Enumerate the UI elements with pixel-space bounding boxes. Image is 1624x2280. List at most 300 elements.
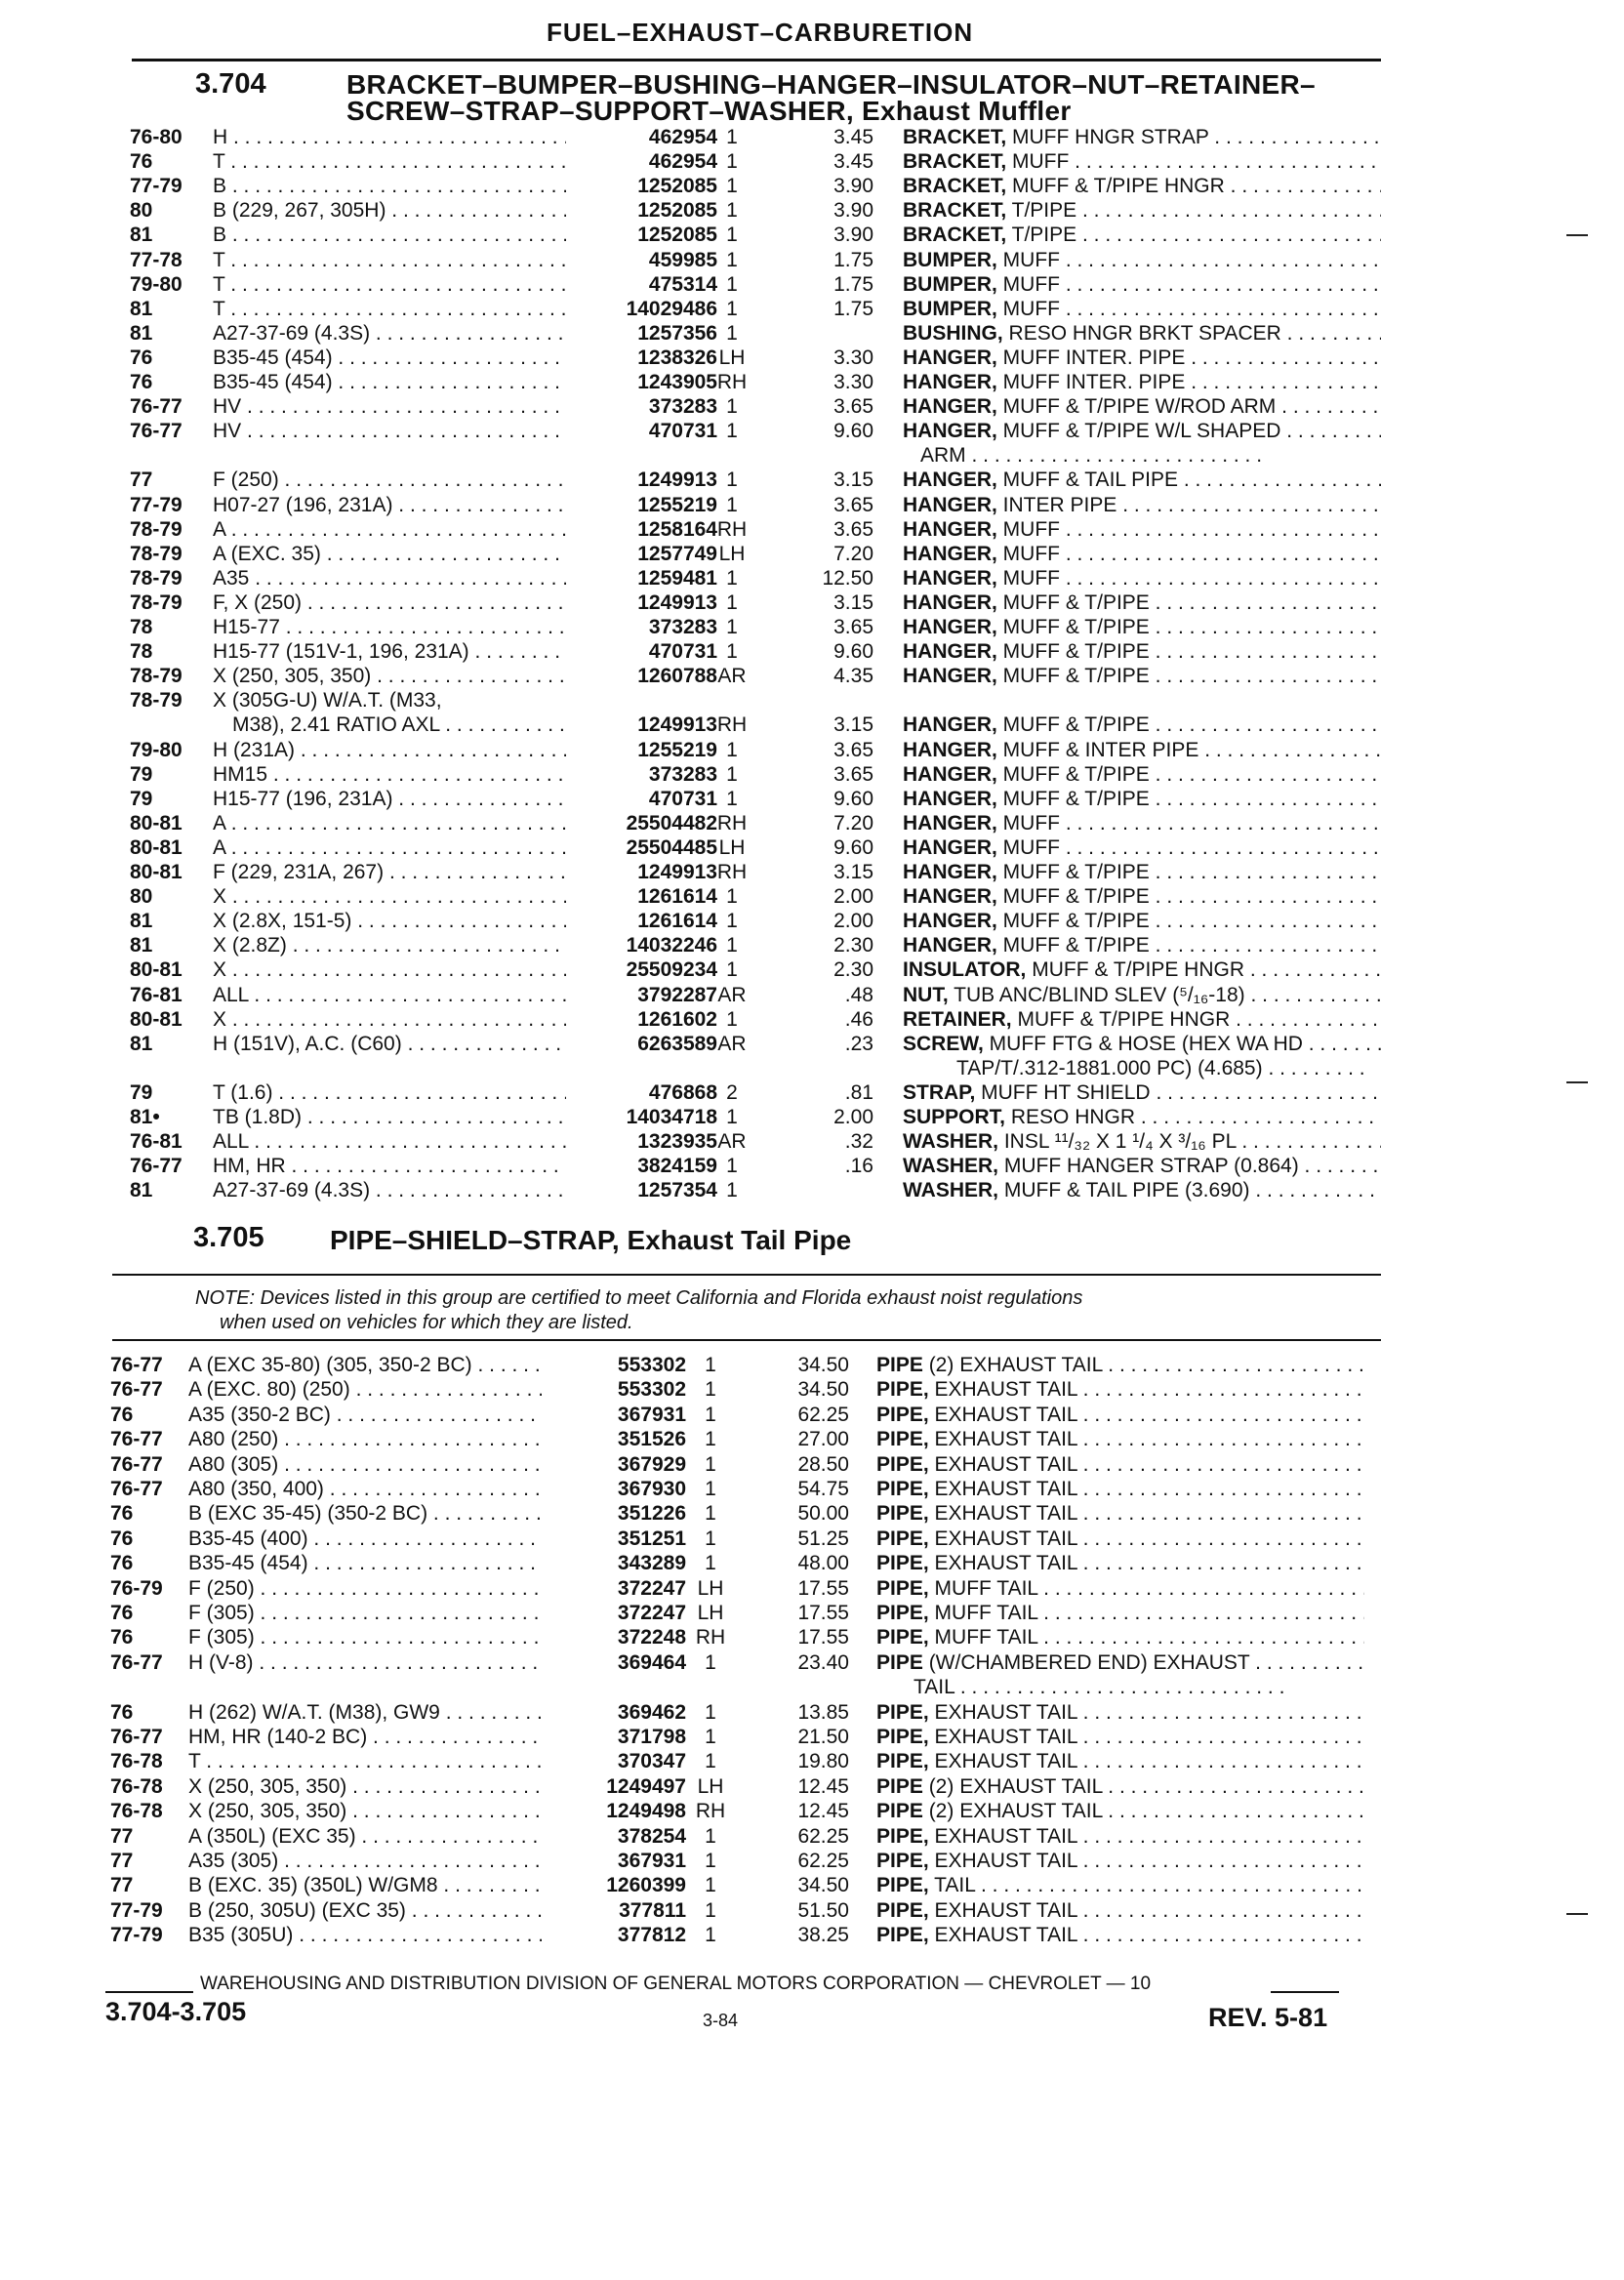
quantity: 1	[705, 1650, 716, 1674]
price: 54.75	[797, 1478, 849, 1500]
part-description: HANGER, MUFF & T/PIPE . . .	[903, 712, 1381, 738]
table-row	[0, 957, 1624, 983]
table-row	[0, 248, 1624, 273]
price: 9.60	[833, 640, 873, 664]
table-row	[0, 1154, 1624, 1179]
year-range: 76	[110, 1700, 134, 1724]
year-range: 76-77	[110, 1452, 163, 1476]
table-row	[0, 811, 1624, 836]
year-range: 76-77	[110, 1354, 163, 1376]
part-description: PIPE, EXHAUST TAIL . . .	[876, 1427, 1364, 1452]
model-desc: B . . .	[213, 223, 566, 248]
quantity: 1	[726, 590, 738, 614]
table-row	[0, 223, 1624, 248]
year-range: 77	[110, 1824, 134, 1848]
year-range: 80-81	[130, 811, 183, 835]
price: 51.50	[797, 1898, 849, 1922]
price: 28.50	[797, 1452, 849, 1476]
model-desc: ALL . . .	[213, 983, 566, 1008]
table-row	[0, 1849, 1624, 1874]
price: 3.65	[833, 517, 873, 541]
part-number: 377811	[619, 1898, 686, 1922]
price: 27.00	[797, 1428, 849, 1451]
part-description: PIPE (2) EXHAUST TAIL . . .	[876, 1353, 1364, 1378]
model-desc: A (EXC. 35) . . .	[213, 542, 566, 567]
model-desc: X (250, 305, 350) . . .	[188, 1774, 542, 1800]
part-number: 1243905	[637, 371, 717, 393]
table-row	[0, 125, 1624, 150]
price: 3.15	[833, 590, 873, 614]
part-number: 553302	[617, 1378, 686, 1402]
part-description: STRAP, MUFF HT SHIELD . . .	[903, 1080, 1381, 1106]
table-row	[0, 1551, 1624, 1576]
part-number: 371798	[617, 1726, 686, 1748]
table-row	[0, 688, 1624, 713]
table-row	[0, 517, 1624, 543]
model-desc: M38), 2.41 RATIO AXL . . .	[232, 712, 566, 738]
part-description: HANGER, MUFF . . .	[903, 517, 1381, 543]
table-row	[0, 1774, 1624, 1800]
margin-mark	[1566, 234, 1588, 236]
year-range: 80	[130, 885, 153, 909]
part-number: 351526	[617, 1428, 686, 1451]
year-range: 78-79	[130, 689, 183, 712]
part-description: HANGER, MUFF & INTER PIPE . . .	[903, 738, 1381, 763]
year-range: 77	[110, 1850, 134, 1872]
part-number: 3824159	[637, 1155, 717, 1178]
part-number: 1259481	[637, 566, 717, 590]
part-description: PIPE, EXHAUST TAIL . . .	[876, 1849, 1364, 1874]
quantity: 1	[726, 616, 738, 638]
table-row	[0, 1700, 1624, 1726]
part-description: SUPPORT, RESO HNGR . . .	[903, 1105, 1381, 1130]
price: 13.85	[797, 1700, 849, 1724]
model-desc: F, X (250) . . .	[213, 590, 566, 616]
quantity: 1	[726, 248, 738, 271]
price: 1.75	[833, 248, 873, 271]
year-range: 78-79	[130, 590, 183, 614]
quantity: 1	[705, 1898, 716, 1922]
model-desc: HV . . .	[213, 394, 566, 420]
quantity: 1	[705, 1750, 716, 1773]
part-description: PIPE, MUFF TAIL . . .	[876, 1625, 1364, 1650]
price: 21.50	[797, 1726, 849, 1748]
year-range: 77-79	[110, 1898, 163, 1922]
part-description: PIPE (2) EXHAUST TAIL . . .	[876, 1774, 1364, 1800]
table-row	[0, 1129, 1624, 1155]
model-desc: ALL . . .	[213, 1129, 566, 1155]
quantity: 1	[726, 199, 738, 223]
quantity: RH	[716, 371, 748, 393]
part-number: 1257354	[637, 1179, 717, 1202]
price: 1.75	[833, 297, 873, 320]
table-row	[0, 835, 1624, 861]
price: 34.50	[797, 1354, 849, 1376]
part-number: 14032246	[626, 934, 717, 957]
part-description: HANGER, MUFF . . .	[903, 542, 1381, 567]
part-number: 373283	[648, 762, 717, 786]
quantity: 1	[726, 738, 738, 761]
year-range: 81	[130, 224, 153, 247]
table-row	[0, 909, 1624, 934]
model-desc: B35 (305U) . . .	[188, 1923, 542, 1948]
year-range: 76-81	[130, 983, 183, 1006]
part-number: 1249913	[637, 590, 717, 614]
part-number: 553302	[617, 1354, 686, 1376]
model-desc: HM15 . . .	[213, 762, 566, 788]
part-number: 373283	[648, 395, 717, 419]
part-number: 1252085	[637, 199, 717, 223]
price: .23	[844, 1032, 873, 1055]
model-desc: TB (1.8D) . . .	[213, 1105, 566, 1130]
part-description: PIPE, EXHAUST TAIL . . .	[876, 1377, 1364, 1403]
note-line1: NOTE: Devices listed in this group are certified to meet California and Florida exhaust noist regulations	[195, 1287, 1083, 1309]
quantity: RH	[716, 713, 748, 737]
table-row	[0, 272, 1624, 298]
part-description: HANGER, MUFF & T/PIPE . . .	[903, 639, 1381, 665]
model-desc: T . . .	[213, 248, 566, 273]
table-row	[0, 787, 1624, 812]
year-range: 78	[130, 640, 153, 664]
quantity: 2	[726, 1080, 738, 1104]
model-desc: A . . .	[213, 835, 566, 861]
year-range: 76	[110, 1527, 134, 1550]
price: 17.55	[797, 1576, 849, 1600]
part-number: 470731	[648, 787, 717, 810]
price: 23.40	[797, 1650, 849, 1674]
price: .32	[844, 1130, 873, 1154]
quantity: RH	[695, 1800, 726, 1823]
price: 9.60	[833, 787, 873, 810]
footer-rule-left	[105, 1991, 193, 1993]
table-row	[0, 983, 1624, 1008]
model-desc: B35-45 (454) . . .	[188, 1551, 542, 1576]
year-range: 76	[110, 1626, 134, 1649]
model-desc: A35 (350-2 BC) . . .	[188, 1403, 542, 1428]
table-row	[0, 615, 1624, 640]
table-row	[0, 1477, 1624, 1502]
footer-page-number: 3-84	[703, 2011, 739, 2030]
model-desc: A27-37-69 (4.3S) . . .	[213, 321, 566, 346]
table-row	[0, 1501, 1624, 1527]
part-number: 3792287	[637, 983, 717, 1006]
price: 17.55	[797, 1626, 849, 1649]
part-description: PIPE, TAIL . . .	[876, 1873, 1364, 1898]
part-number: 1249913	[637, 861, 717, 883]
quantity: 1	[726, 1155, 738, 1178]
year-range: 81	[130, 934, 153, 957]
quantity: AR	[717, 1032, 747, 1055]
model-desc: A80 (250) . . .	[188, 1427, 542, 1452]
part-number: 370347	[617, 1750, 686, 1773]
model-desc: H (V-8) . . .	[188, 1650, 542, 1676]
table-row	[0, 1749, 1624, 1774]
table-row	[0, 493, 1624, 518]
table-row	[0, 1105, 1624, 1130]
year-range: 78-79	[130, 665, 183, 688]
part-description: BRACKET, T/PIPE . . .	[903, 223, 1381, 248]
note-rule-top	[112, 1274, 1381, 1276]
note-rule-bottom	[112, 1339, 1381, 1341]
part-description: PIPE, MUFF TAIL . . .	[876, 1601, 1364, 1626]
year-range: 77-79	[110, 1924, 163, 1947]
quantity: RH	[716, 811, 748, 835]
quantity: 1	[705, 1824, 716, 1848]
year-range: 81	[130, 1032, 153, 1055]
year-range: 76	[110, 1502, 134, 1526]
part-number: 343289	[617, 1552, 686, 1575]
part-description: HANGER, MUFF . . .	[903, 566, 1381, 591]
quantity: LH	[718, 346, 746, 369]
part-number: 367930	[617, 1478, 686, 1500]
quantity: LH	[718, 835, 746, 859]
year-range: 77	[130, 468, 153, 492]
model-desc: A . . .	[213, 811, 566, 836]
quantity: LH	[718, 542, 746, 565]
quantity: RH	[716, 517, 748, 541]
year-range: 76	[110, 1552, 134, 1575]
price: 3.15	[833, 861, 873, 883]
table-row	[0, 1056, 1624, 1081]
quantity: 1	[726, 272, 738, 296]
part-number: 1258164	[637, 517, 717, 541]
year-range: 79	[130, 1080, 153, 1104]
table-row	[0, 1178, 1624, 1203]
part-description: BUMPER, MUFF . . .	[903, 297, 1381, 322]
part-description: PIPE, EXHAUST TAIL . . .	[876, 1824, 1364, 1850]
quantity: LH	[697, 1774, 724, 1798]
part-description: HANGER, MUFF & TAIL PIPE . . .	[903, 468, 1381, 493]
part-description: HANGER, MUFF & T/PIPE . . .	[903, 762, 1381, 788]
year-range: 78-79	[130, 566, 183, 590]
price: 12.50	[822, 566, 873, 590]
part-number: 6263589	[637, 1032, 717, 1055]
model-desc: B (229, 267, 305H) . . .	[213, 198, 566, 224]
model-desc: H (262) W/A.T. (M38), GW9 . . .	[188, 1700, 542, 1726]
part-description: TAIL . . .	[914, 1675, 1284, 1700]
table-row	[0, 762, 1624, 788]
price: 62.25	[797, 1824, 849, 1848]
quantity: 1	[726, 224, 738, 247]
part-number: 1261614	[637, 885, 717, 909]
quantity: 1	[726, 395, 738, 419]
table-row	[0, 346, 1624, 371]
part-description: HANGER, MUFF . . .	[903, 811, 1381, 836]
price: 3.90	[833, 224, 873, 247]
quantity: 1	[726, 958, 738, 982]
part-description: HANGER, MUFF & T/PIPE . . .	[903, 933, 1381, 958]
footer-section-range: 3.704-3.705	[105, 1997, 247, 2026]
part-description: HANGER, MUFF & T/PIPE . . .	[903, 590, 1381, 616]
price: 3.30	[833, 371, 873, 393]
year-range: 76-77	[110, 1428, 163, 1451]
price: 19.80	[797, 1750, 849, 1773]
year-range: 80-81	[130, 835, 183, 859]
model-desc: B (EXC. 35) (350L) W/GM8 . . .	[188, 1873, 542, 1898]
part-description: HANGER, MUFF & T/PIPE . . .	[903, 787, 1381, 812]
part-number: 367931	[617, 1403, 686, 1426]
part-description: PIPE, MUFF TAIL . . .	[876, 1576, 1364, 1602]
quantity: 1	[705, 1850, 716, 1872]
part-number: 372248	[617, 1626, 686, 1649]
year-range: 77-79	[130, 175, 183, 198]
section-number: 3.704	[195, 68, 266, 100]
year-range: 76-78	[110, 1800, 163, 1823]
table-row	[0, 1427, 1624, 1452]
model-desc: T (1.6) . . .	[213, 1080, 566, 1106]
model-desc: HM, HR (140-2 BC) . . .	[188, 1725, 542, 1750]
part-description: ARM . . .	[920, 443, 1262, 468]
part-description: PIPE, EXHAUST TAIL . . .	[876, 1725, 1364, 1750]
part-description: PIPE, EXHAUST TAIL . . .	[876, 1898, 1364, 1924]
model-desc: X (2.8X, 151-5) . . .	[213, 909, 566, 934]
part-number: 351226	[617, 1502, 686, 1526]
year-range: 78-79	[130, 542, 183, 565]
price: 12.45	[797, 1800, 849, 1823]
part-number: 367931	[617, 1850, 686, 1872]
model-desc: A (EXC. 80) (250) . . .	[188, 1377, 542, 1403]
price: 2.00	[833, 885, 873, 909]
price: 3.45	[833, 126, 873, 148]
price: 3.45	[833, 150, 873, 174]
model-desc: X (250, 305, 350) . . .	[213, 664, 566, 689]
part-description: HANGER, MUFF INTER. PIPE . . .	[903, 370, 1381, 395]
note-line2: when used on vehicles for which they are listed.	[220, 1312, 633, 1333]
part-description: BUMPER, MUFF . . .	[903, 272, 1381, 298]
price: 50.00	[797, 1502, 849, 1526]
table-row	[0, 590, 1624, 616]
price: 4.35	[833, 665, 873, 688]
part-number: 1323935	[637, 1130, 717, 1154]
year-range: 76-80	[130, 126, 183, 148]
model-desc: H07-27 (196, 231A) . . .	[213, 493, 566, 518]
quantity: 1	[705, 1874, 716, 1897]
year-range: 79	[130, 787, 153, 810]
part-description: HANGER, MUFF . . .	[903, 835, 1381, 861]
quantity: 1	[705, 1478, 716, 1500]
table-row	[0, 1898, 1624, 1924]
part-description: PIPE, EXHAUST TAIL . . .	[876, 1452, 1364, 1478]
table-row	[0, 1403, 1624, 1428]
part-description: WASHER, INSL ¹¹/₃₂ X 1 ¹/₄ X ³/₁₆ PL . . .	[903, 1129, 1381, 1155]
year-range: 76	[130, 346, 153, 369]
model-desc: F (305) . . .	[188, 1625, 542, 1650]
table-row	[0, 1007, 1624, 1033]
part-number: 476868	[648, 1080, 717, 1104]
price: 3.90	[833, 175, 873, 198]
quantity: LH	[697, 1602, 724, 1624]
model-desc: HM, HR . . .	[213, 1154, 566, 1179]
part-number: 372247	[617, 1576, 686, 1600]
part-number: 1249497	[606, 1774, 686, 1798]
table-row	[0, 738, 1624, 763]
year-range: 81	[130, 910, 153, 933]
part-description: HANGER, MUFF & T/PIPE W/ROD ARM . . .	[903, 394, 1381, 420]
quantity: LH	[697, 1576, 724, 1600]
table-row	[0, 542, 1624, 567]
part-description: PIPE, EXHAUST TAIL . . .	[876, 1403, 1364, 1428]
year-range: 76	[130, 371, 153, 393]
part-number: 369464	[617, 1650, 686, 1674]
part-description: HANGER, MUFF & T/PIPE . . .	[903, 664, 1381, 689]
quantity: 1	[726, 566, 738, 590]
part-description: PIPE, EXHAUST TAIL . . .	[876, 1477, 1364, 1502]
table-row	[0, 468, 1624, 493]
part-number: 369462	[617, 1700, 686, 1724]
table-row	[0, 174, 1624, 199]
part-description: BRACKET, T/PIPE . . .	[903, 198, 1381, 224]
model-desc: A35 . . .	[213, 566, 566, 591]
year-range: 79-80	[130, 738, 183, 761]
quantity: 1	[726, 910, 738, 933]
price: 12.45	[797, 1774, 849, 1798]
part-number: 14029486	[626, 297, 717, 320]
quantity: 1	[726, 762, 738, 786]
part-number: 1255219	[637, 738, 717, 761]
quantity: 1	[705, 1354, 716, 1376]
model-desc: T . . .	[188, 1749, 542, 1774]
part-number: 377812	[617, 1924, 686, 1947]
part-number: 475314	[648, 272, 717, 296]
table-row	[0, 933, 1624, 958]
model-desc: HV . . .	[213, 419, 566, 444]
model-desc: H15-77 (196, 231A) . . .	[213, 787, 566, 812]
part-number: 367929	[617, 1452, 686, 1476]
table-row	[0, 149, 1624, 175]
quantity: 1	[705, 1700, 716, 1724]
year-range: 76	[130, 150, 153, 174]
table-row	[0, 1601, 1624, 1626]
price: 62.25	[797, 1850, 849, 1872]
part-description: HANGER, MUFF & T/PIPE . . .	[903, 615, 1381, 640]
table-row	[0, 1824, 1624, 1850]
model-desc: B . . .	[213, 174, 566, 199]
part-description: HANGER, MUFF & T/PIPE W/L SHAPED . . .	[903, 419, 1381, 444]
year-range: 80-81	[130, 958, 183, 982]
table-row	[0, 1080, 1624, 1106]
part-description: WASHER, MUFF HANGER STRAP (0.864) . . .	[903, 1154, 1381, 1179]
quantity: 1	[726, 297, 738, 320]
part-number: 1238326	[637, 346, 717, 369]
price: 7.20	[833, 811, 873, 835]
margin-mark	[1566, 1913, 1588, 1915]
part-description: HANGER, MUFF & T/PIPE . . .	[903, 909, 1381, 934]
part-description: PIPE, EXHAUST TAIL . . .	[876, 1527, 1364, 1552]
table-row	[0, 1873, 1624, 1898]
model-desc: T . . .	[213, 272, 566, 298]
part-number: 1257356	[637, 321, 717, 345]
part-description: BUSHING, RESO HNGR BRKT SPACER . . .	[903, 321, 1381, 346]
price: 34.50	[797, 1378, 849, 1402]
table-row	[0, 321, 1624, 346]
price: 7.20	[833, 542, 873, 565]
year-range: 76-78	[110, 1774, 163, 1798]
part-description: INSULATOR, MUFF & T/PIPE HNGR . . .	[903, 957, 1381, 983]
model-desc: A35 (305) . . .	[188, 1849, 542, 1874]
model-desc: B35-45 (454) . . .	[213, 346, 566, 371]
quantity: RH	[716, 861, 748, 883]
quantity: 1	[726, 175, 738, 198]
table-row	[0, 1675, 1624, 1700]
year-range: 76	[110, 1602, 134, 1624]
part-number: 378254	[617, 1824, 686, 1848]
year-range: 81	[130, 297, 153, 320]
part-description: BUMPER, MUFF . . .	[903, 248, 1381, 273]
year-range: 80-81	[130, 1007, 183, 1031]
part-number: 1255219	[637, 493, 717, 516]
table-row	[0, 884, 1624, 910]
model-desc: X . . .	[213, 884, 566, 910]
